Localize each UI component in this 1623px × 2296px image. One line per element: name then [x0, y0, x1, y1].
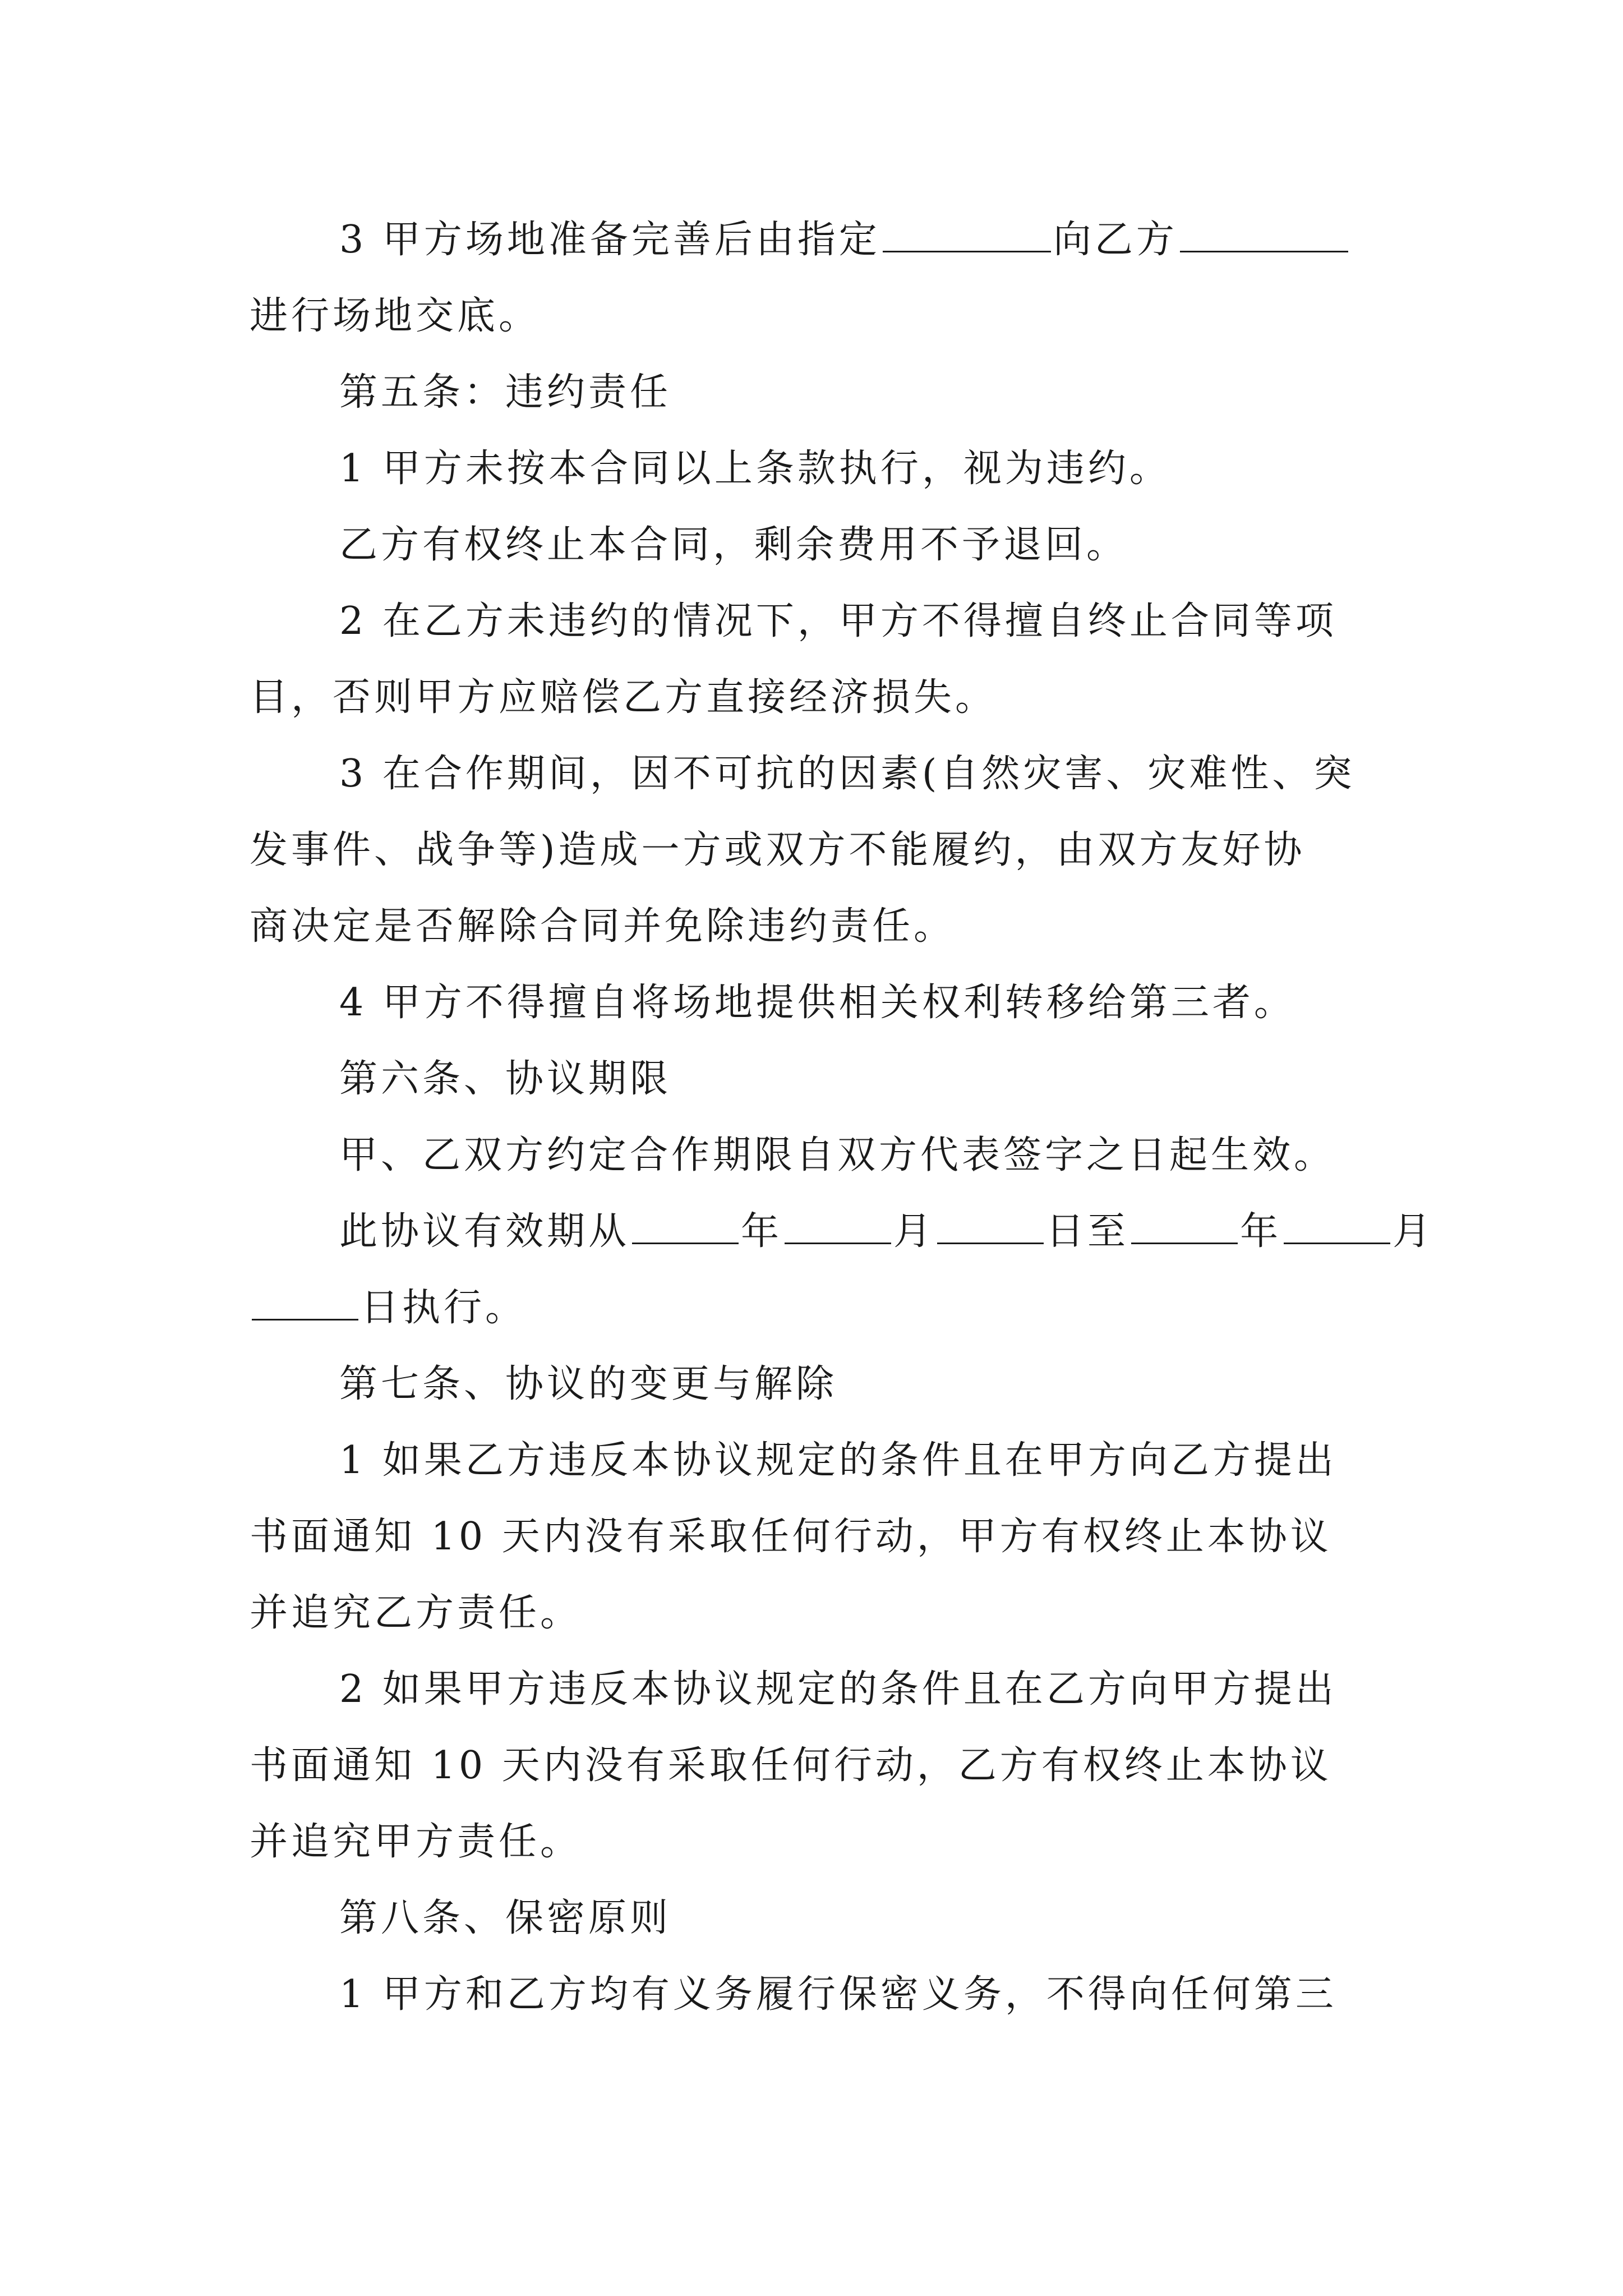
text-line: 目，否则甲方应赔偿乙方直接经济损失。 — [250, 675, 997, 720]
document-page — [250, 202, 1435, 2033]
text-line: 1 如果乙方违反本协议规定的条件且在甲方向乙方提出 — [339, 1438, 1337, 1483]
section-heading: 第八条、保密原则 — [339, 1896, 672, 1940]
text-line: 进行场地交底。 — [250, 294, 541, 338]
text-line: 1 甲方未按本合同以上条款执行，视为违约。 — [339, 447, 1171, 491]
text-line: 4 甲方不得擅自将场地提供相关权利转移给第三者。 — [339, 981, 1295, 1025]
text-line: 商决定是否解除合同并免除违约责任。 — [250, 904, 956, 949]
section-heading: 第六条、协议期限 — [339, 1057, 672, 1101]
text-line: 并追究甲方责任。 — [250, 1820, 582, 1864]
text-line: 1 甲方和乙方均有义务履行保密义务，不得向任何第三 — [339, 1972, 1337, 2017]
text-line: 书面通知 10 天内没有采取任何行动，甲方有权终止本协议 — [250, 1515, 1332, 1559]
blank-field[interactable] — [252, 1285, 358, 1320]
text-line: 甲、乙双方约定合作期限自双方代表签字之日起生效。 — [339, 1133, 1336, 1177]
blank-field[interactable] — [937, 1209, 1044, 1244]
text-line: 此协议有效期从 年 月 日至 年 月 — [339, 1209, 1435, 1254]
text-line: 发事件、战争等)造成一方或双方不能履约，由双方友好协 — [250, 828, 1306, 872]
text-line: 2 如果甲方违反本协议规定的条件且在乙方向甲方提出 — [339, 1667, 1337, 1711]
blank-field[interactable] — [1131, 1209, 1238, 1244]
text-line: 书面通知 10 天内没有采取任何行动，乙方有权终止本协议 — [250, 1743, 1332, 1788]
section-heading: 第五条：违约责任 — [339, 370, 672, 415]
blank-field[interactable] — [632, 1209, 739, 1244]
section-heading: 第七条、协议的变更与解除 — [339, 1362, 838, 1406]
text-line: 3 甲方场地准备完善后由指定 向乙方 — [250, 202, 1388, 278]
blank-field[interactable] — [1180, 217, 1348, 252]
text-line: 3 在合作期间，因不可抗的因素(自然灾害、灾难性、突 — [339, 752, 1355, 796]
text-line: 日执行。 — [250, 1270, 1388, 1346]
blank-field[interactable] — [1284, 1209, 1390, 1244]
text-line: 乙方有权终止本合同，剩余费用不予退回。 — [339, 523, 1128, 567]
text-line: 2 在乙方未违约的情况下，甲方不得擅自终止合同等项 — [339, 599, 1337, 643]
blank-field[interactable] — [883, 217, 1051, 252]
blank-field[interactable] — [785, 1209, 891, 1244]
text-line: 并追究乙方责任。 — [250, 1591, 582, 1635]
